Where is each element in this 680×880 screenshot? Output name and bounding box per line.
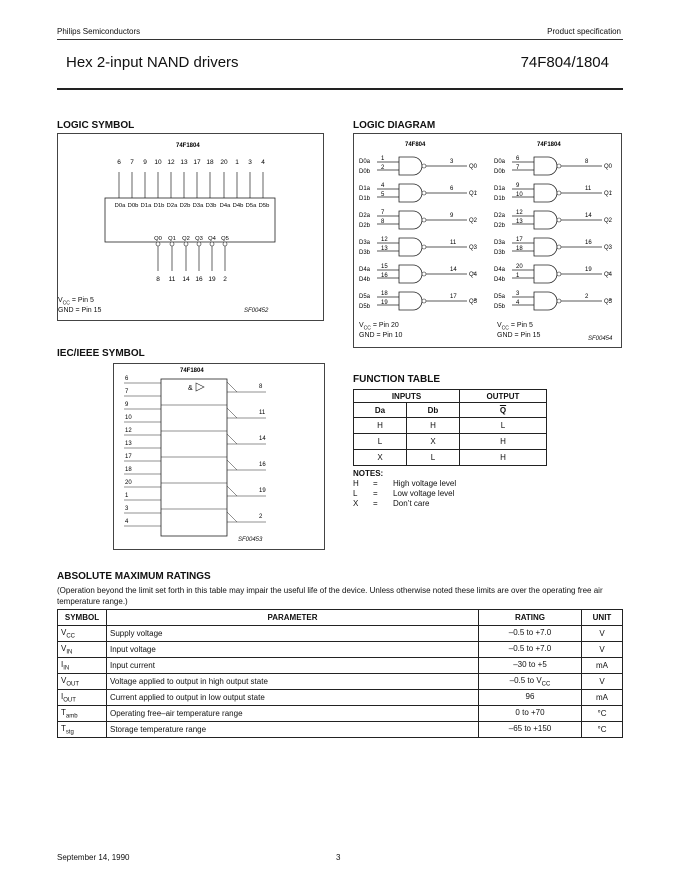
input-label: D2b [179, 203, 191, 209]
input-pin-number: 4 [125, 519, 129, 525]
table-row [58, 642, 623, 658]
input-pin-number: 4 [261, 159, 265, 166]
symbol: V [61, 643, 67, 653]
input-pin-number: 18 [206, 159, 214, 166]
symbol-cell [58, 642, 107, 658]
vcc-label: V [497, 322, 502, 329]
pin-number: 2 [585, 294, 589, 300]
output-label: Q4 [208, 236, 216, 242]
pin-number: 1 [381, 156, 385, 162]
parameter-cell: Input voltage [107, 642, 479, 658]
pin-number: 4 [381, 183, 385, 189]
unit-cell: mA [582, 690, 623, 706]
symbol-sub: amb [65, 713, 78, 720]
vcc-value: = Pin 20 [370, 322, 399, 329]
output-label: Q3 [195, 236, 203, 242]
gnd-label: GND = Pin 10 [359, 332, 403, 340]
pin-number: 17 [516, 237, 523, 243]
logic-diagram-panel [353, 133, 622, 348]
note-eq: = [373, 479, 378, 488]
note-eq: = [373, 499, 378, 508]
pin-number: 7 [381, 210, 385, 216]
function-table [353, 389, 547, 466]
note-row [353, 489, 456, 499]
part-label: 74F1804 [176, 143, 200, 149]
table-cell: L [354, 434, 407, 450]
output-pin-number: 11 [168, 276, 176, 283]
output-label: Q0 [604, 164, 613, 170]
input-pin-number: 18 [125, 467, 132, 473]
input-label: D4b [359, 277, 371, 283]
input-label: D5b [494, 304, 506, 310]
note-text: High voltage level [393, 479, 457, 488]
output-flag [227, 382, 237, 392]
rating-cell [479, 642, 582, 658]
vcc-sub: CC [363, 325, 371, 332]
unit-cell: °C [582, 722, 623, 738]
symbol: V [61, 627, 67, 637]
input-label: D3a [359, 240, 371, 246]
input-label: D5a [245, 203, 257, 209]
output-label: Q5 [469, 299, 478, 305]
page-title: Hex 2-input NAND drivers [66, 54, 239, 71]
input-label: D4b [232, 203, 244, 209]
symbol-sub: stg [65, 729, 74, 736]
title-rule [57, 88, 623, 90]
input-label: D5a [494, 294, 506, 300]
input-label: D3b [494, 250, 506, 256]
nand-gate [399, 211, 422, 229]
symbol: T [61, 723, 66, 733]
input-label: D1a [494, 186, 506, 192]
input-label: D2a [166, 203, 178, 209]
inverter-bubble [184, 242, 188, 246]
pin-number: 9 [516, 183, 520, 189]
input-label: D3a [494, 240, 506, 246]
output-pin-number: 14 [182, 276, 190, 283]
pin-number: 20 [516, 264, 523, 270]
rating: –65 to +150 [508, 723, 552, 733]
table-cell: H [460, 450, 547, 466]
pin-number: 3 [516, 291, 520, 297]
gnd-label: GND = Pin 15 [58, 307, 102, 315]
parameter-cell: Supply voltage [107, 626, 479, 642]
output-label: Q3 [604, 245, 613, 251]
nand-gate [534, 211, 557, 229]
logic-symbol-power [58, 297, 101, 315]
unit-cell: V [582, 626, 623, 642]
input-label: D2a [359, 213, 371, 219]
vcc-label: V [359, 322, 364, 329]
logic-diagram-heading: LOGIC DIAGRAM [353, 120, 436, 131]
input-pin-number: 9 [143, 159, 147, 166]
input-label: D2b [494, 223, 506, 229]
input-label: D5b [359, 304, 371, 310]
logic-diagram [354, 134, 621, 347]
symbol-cell [58, 658, 107, 674]
input-label: D4b [494, 277, 506, 283]
symbol-cell [58, 706, 107, 722]
rating: –0.5 to V [509, 675, 542, 685]
pin-number: 14 [585, 213, 592, 219]
vcc-value: = Pin 5 [69, 297, 94, 304]
input-pin-number: 17 [125, 454, 132, 460]
output-flag [227, 460, 237, 470]
output-pin-number: 2 [259, 514, 263, 520]
ratings-description: (Operation beyond the limit set forth in this table may impair the useful life of the device. Unless otherwise noted these limits are over the operating free air temperature range.) [57, 586, 603, 606]
symbol-sub: IN [66, 649, 73, 656]
table-cell: L [407, 450, 460, 466]
pin-number: 18 [381, 291, 388, 297]
symbol-cell [58, 690, 107, 706]
ratings-heading: ABSOLUTE MAXIMUM RATINGS [57, 571, 211, 582]
table-row [58, 690, 623, 706]
output-label: Q4 [604, 272, 613, 278]
rating: 0 to +70 [515, 707, 545, 717]
pin-number: 7 [516, 165, 520, 171]
col-header: SYMBOL [58, 610, 107, 626]
figure-ref: SF00452 [244, 308, 269, 314]
nand-gate [534, 184, 557, 202]
input-label: D3b [205, 203, 217, 209]
part-label: 74F1804 [537, 142, 561, 148]
col-header: Da [354, 403, 407, 418]
table-cell: H [460, 434, 547, 450]
pin-number: 2 [381, 165, 385, 171]
input-label: D3a [192, 203, 204, 209]
rating-cell [479, 706, 582, 722]
inverter-bubble [223, 242, 227, 246]
pin-number: 17 [450, 294, 457, 300]
pin-number: 11 [450, 240, 457, 246]
pin-number: 8 [381, 219, 385, 225]
input-pin-number: 6 [125, 376, 129, 382]
output-label: Q1 [168, 236, 176, 242]
input-pin-number: 20 [220, 159, 228, 166]
pin-number: 14 [450, 267, 457, 273]
col-header: Db [407, 403, 460, 418]
logic-symbol-heading: LOGIC SYMBOL [57, 120, 135, 131]
pin-number: 1 [516, 273, 520, 279]
pin-number: 8 [585, 159, 589, 165]
rating: –30 to +5 [513, 659, 547, 669]
input-label: D5a [359, 294, 371, 300]
nand-gate [399, 265, 422, 283]
nand-gate [534, 238, 557, 256]
input-label: D4a [219, 203, 231, 209]
iec-diagram [114, 364, 324, 549]
pin-number: 10 [516, 192, 523, 198]
rating-cell [479, 674, 582, 690]
input-label: D1a [359, 186, 371, 192]
input-label: D4a [494, 267, 506, 273]
unit-cell: °C [582, 706, 623, 722]
input-pin-number: 13 [180, 159, 188, 166]
nand-gate [399, 184, 422, 202]
output-pin-number: 19 [259, 488, 266, 494]
output-label: Q1 [604, 191, 613, 197]
nand-gate [399, 238, 422, 256]
output-pin-number: 8 [156, 276, 160, 283]
inverter-bubble [557, 245, 561, 249]
rating: 96 [525, 691, 535, 701]
left-power [359, 322, 402, 340]
header-rule [57, 39, 623, 40]
pin-number: 19 [585, 267, 592, 273]
notes-title: NOTES: [353, 469, 384, 478]
vcc-sub: CC [62, 300, 70, 307]
rating: –0.5 to +7.0 [508, 627, 552, 637]
table-row [58, 658, 623, 674]
input-label: D0b [359, 169, 371, 175]
inverter-bubble [197, 242, 201, 246]
output-flag [227, 434, 237, 444]
figure-ref: SF00453 [238, 537, 263, 543]
pin-number: 16 [381, 273, 388, 279]
nand-gate [534, 157, 557, 175]
inverter-bubble [557, 164, 561, 168]
inverter-bubble [557, 272, 561, 276]
pin-number: 18 [516, 246, 523, 252]
table-row [58, 626, 623, 642]
table-cell: X [354, 450, 407, 466]
input-label: D3b [359, 250, 371, 256]
unit-cell: V [582, 642, 623, 658]
input-pin-number: 1 [235, 159, 239, 166]
figure-ref: SF00454 [588, 336, 613, 342]
input-pin-number: 7 [130, 159, 134, 166]
pin-number: 19 [381, 300, 388, 306]
output-label: Q0 [154, 236, 162, 242]
col-header: $\overline{Q}$ [460, 403, 547, 418]
part-label: 74F804 [405, 142, 426, 148]
output-label: Q5 [221, 236, 229, 242]
iec-panel [113, 363, 325, 550]
output-label: Q4 [469, 272, 478, 278]
input-label: D0b [494, 169, 506, 175]
inverter-bubble [422, 245, 426, 249]
parameter-cell: Operating free–air temperature range [107, 706, 479, 722]
inverter-bubble [422, 272, 426, 276]
note-eq: = [373, 489, 378, 498]
output-pin-number: 19 [208, 276, 216, 283]
inverter-bubble [422, 164, 426, 168]
input-pin-number: 7 [125, 389, 129, 395]
pin-number: 13 [381, 246, 388, 252]
note-key: H [353, 479, 359, 488]
col-header: UNIT [582, 610, 623, 626]
vcc-label: V [58, 297, 63, 304]
output-pin-number: 8 [259, 384, 263, 390]
input-label: D1a [140, 203, 152, 209]
footer-date: September 14, 1990 [57, 853, 130, 862]
buffer-icon [196, 383, 204, 391]
output-header: OUTPUT [460, 390, 547, 403]
logic-symbol-diagram [58, 134, 323, 320]
logic-symbol-panel [57, 133, 324, 321]
output-label: Q0 [469, 164, 478, 170]
input-label: D1b [153, 203, 165, 209]
input-label: D0a [359, 159, 371, 165]
vcc-sub: CC [501, 325, 509, 332]
input-pin-number: 13 [125, 441, 132, 447]
pin-number: 9 [450, 213, 454, 219]
pin-number: 16 [585, 240, 592, 246]
symbol-sub: IN [63, 665, 70, 672]
inverter-bubble [557, 299, 561, 303]
function-table-heading: FUNCTION TABLE [353, 374, 441, 385]
output-flag [227, 486, 237, 496]
inverter-bubble [210, 242, 214, 246]
nand-gate [534, 265, 557, 283]
pin-number: 13 [516, 219, 523, 225]
part-label: 74F1804 [180, 368, 204, 374]
symbol: I [61, 691, 64, 701]
notes [353, 469, 456, 509]
pin-number: 12 [516, 210, 523, 216]
input-label: D2b [359, 223, 371, 229]
output-label: Q5 [604, 299, 613, 305]
input-pin-number: 10 [154, 159, 162, 166]
doc-type: Product specification [547, 27, 621, 36]
gnd-label: GND = Pin 15 [497, 332, 541, 340]
input-label: D0a [494, 159, 506, 165]
output-label: Q3 [469, 245, 478, 251]
parameter-cell: Voltage applied to output in high output state [107, 674, 479, 690]
input-pin-number: 20 [125, 480, 132, 486]
input-pin-number: 10 [125, 415, 132, 421]
input-label: D2a [494, 213, 506, 219]
output-flag [227, 408, 237, 418]
rating-sub: CC [541, 681, 551, 688]
input-pin-number: 12 [167, 159, 175, 166]
rating-cell [479, 626, 582, 642]
note-row [353, 499, 456, 509]
output-pin-number: 2 [223, 276, 227, 283]
symbol-outline [161, 379, 227, 536]
output-pin-number: 16 [195, 276, 203, 283]
col-header: PARAMETER [107, 610, 479, 626]
symbol: T [61, 707, 66, 717]
rating-cell [479, 722, 582, 738]
unit-cell: V [582, 674, 623, 690]
output-label: Q2 [469, 218, 478, 224]
right-power [497, 322, 540, 340]
inverter-bubble [422, 218, 426, 222]
input-label: D5b [258, 203, 270, 209]
input-pin-number: 17 [193, 159, 201, 166]
table-row [58, 722, 623, 738]
table-row [58, 706, 623, 722]
input-pin-number: 3 [125, 506, 129, 512]
input-label: D4a [359, 267, 371, 273]
vcc-value: = Pin 5 [508, 322, 533, 329]
parameter-cell: Storage temperature range [107, 722, 479, 738]
note-text: Don’t care [393, 499, 430, 508]
inputs-header: INPUTS [354, 390, 460, 403]
pin-number: 12 [381, 237, 388, 243]
nand-gate [399, 292, 422, 310]
pin-number: 5 [381, 192, 385, 198]
nand-gate [399, 157, 422, 175]
company-name: Philips Semiconductors [57, 27, 141, 36]
part-number: 74F804/1804 [520, 54, 609, 71]
and-qualifier: & [188, 385, 193, 392]
output-label: Q2 [182, 236, 190, 242]
output-flag [227, 512, 237, 522]
pin-number: 15 [381, 264, 388, 270]
output-pin-number: 16 [259, 462, 266, 468]
inverter-bubble [422, 299, 426, 303]
nand-gate [534, 292, 557, 310]
input-label: D1b [494, 196, 506, 202]
page-number: 3 [336, 853, 341, 862]
rating: –0.5 to +7.0 [508, 643, 552, 653]
inverter-bubble [170, 242, 174, 246]
output-pin-number: 14 [259, 436, 266, 442]
note-row [353, 479, 456, 489]
output-label: Q1 [469, 191, 478, 197]
inverter-bubble [557, 218, 561, 222]
input-pin-number: 6 [117, 159, 121, 166]
input-pin-number: 9 [125, 402, 129, 408]
rating-cell [479, 690, 582, 706]
input-label: D0a [114, 203, 126, 209]
symbol-cell [58, 626, 107, 642]
pin-number: 3 [450, 159, 454, 165]
symbol-sub: CC [66, 633, 76, 640]
ratings-table [57, 609, 623, 738]
table-cell: L [460, 418, 547, 434]
symbol: V [61, 675, 67, 685]
pin-number: 4 [516, 300, 520, 306]
symbol-sub: OUT [66, 681, 80, 688]
input-pin-number: 1 [125, 493, 129, 499]
table-cell: H [354, 418, 407, 434]
input-label: D0b [127, 203, 139, 209]
input-pin-number: 3 [248, 159, 252, 166]
symbol-sub: OUT [63, 697, 76, 704]
note-key: L [353, 489, 358, 498]
table-cell: X [407, 434, 460, 450]
rating-cell [479, 658, 582, 674]
input-pin-number: 12 [125, 428, 132, 434]
input-label: D1b [359, 196, 371, 202]
pin-number: 11 [585, 186, 592, 192]
output-pin-number: 11 [259, 410, 266, 416]
output-label: Q2 [604, 218, 613, 224]
symbol-cell [58, 722, 107, 738]
iec-heading: IEC/IEEE SYMBOL [57, 348, 145, 359]
col-header: RATING [479, 610, 582, 626]
symbol-cell [58, 674, 107, 690]
inverter-bubble [557, 191, 561, 195]
note-text: Low voltage level [393, 489, 455, 498]
parameter-cell: Current applied to output in low output state [107, 690, 479, 706]
inverter-bubble [422, 191, 426, 195]
pin-number: 6 [516, 156, 520, 162]
pin-number: 6 [450, 186, 454, 192]
table-row [58, 674, 623, 690]
unit-cell: mA [582, 658, 623, 674]
note-key: X [353, 499, 359, 508]
table-cell: H [407, 418, 460, 434]
symbol: I [61, 659, 64, 669]
parameter-cell: Input current [107, 658, 479, 674]
inverter-bubble [156, 242, 160, 246]
